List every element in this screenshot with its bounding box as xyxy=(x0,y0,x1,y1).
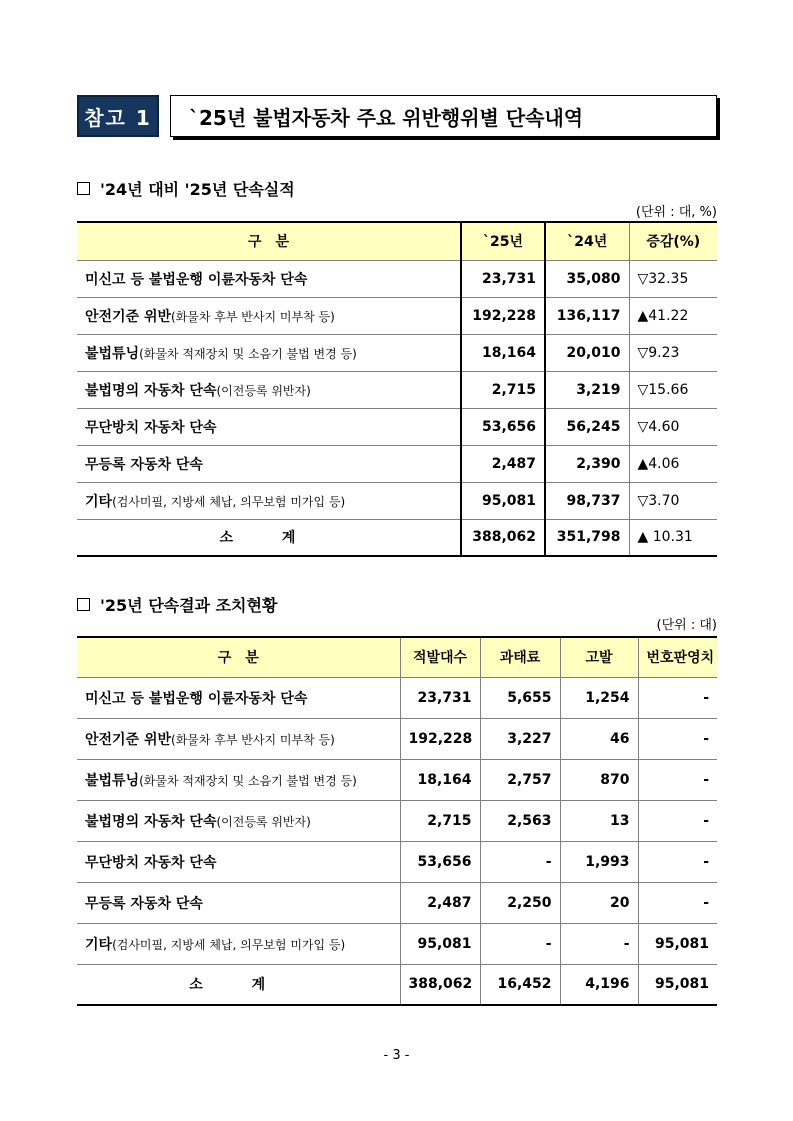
value-change: ▲4.06 xyxy=(629,445,717,482)
category-main: 불법명의 자동차 단속 xyxy=(85,382,217,399)
value-accusation: - xyxy=(560,923,638,964)
table-row xyxy=(77,445,717,482)
total-row xyxy=(77,519,717,556)
row-category xyxy=(77,677,400,718)
row-category xyxy=(77,882,400,923)
row-category xyxy=(77,297,461,334)
table-row xyxy=(77,923,717,964)
total-detected: 388,062 xyxy=(400,964,480,1005)
col-header-2024: `24년 xyxy=(545,222,629,260)
total-fine: 16,452 xyxy=(480,964,560,1005)
value-detected: 2,487 xyxy=(400,882,480,923)
value-accusation: 20 xyxy=(560,882,638,923)
value-2025: 18,164 xyxy=(461,334,545,371)
section1-title xyxy=(77,177,295,200)
row-category xyxy=(77,841,400,882)
table-row xyxy=(77,334,717,371)
category-main: 기타 xyxy=(85,493,113,510)
category-main: 불법명의 자동차 단속 xyxy=(85,813,217,830)
row-category xyxy=(77,371,461,408)
category-main: 미신고 등 불법운행 이륜자동차 단속 xyxy=(85,271,308,288)
col-header-category: 구 분 xyxy=(77,222,461,260)
category-note: (화물차 후부 반사지 미부착 등) xyxy=(171,309,335,324)
value-detected: 95,081 xyxy=(400,923,480,964)
value-detected: 2,715 xyxy=(400,800,480,841)
category-main: 불법튜닝 xyxy=(85,345,140,362)
category-note: (화물차 후부 반사지 미부착 등) xyxy=(171,732,335,747)
action-status-table xyxy=(77,636,717,1006)
value-2024: 3,219 xyxy=(545,371,629,408)
value-fine: - xyxy=(480,841,560,882)
value-plate-seizure: - xyxy=(638,677,717,718)
table-row xyxy=(77,371,717,408)
category-note: (화물차 적재장치 및 소음기 불법 변경 등) xyxy=(139,346,357,361)
value-plate-seizure: - xyxy=(638,841,717,882)
value-plate-seizure: - xyxy=(638,800,717,841)
value-change: ▽15.66 xyxy=(629,371,717,408)
value-change: ▽32.35 xyxy=(629,260,717,297)
value-plate-seizure: 95,081 xyxy=(638,923,717,964)
table-row xyxy=(77,260,717,297)
table-row xyxy=(77,759,717,800)
col-header-detected: 적발대수 xyxy=(400,637,480,677)
row-category xyxy=(77,334,461,371)
value-2025: 95,081 xyxy=(461,482,545,519)
total-plate-seizure: 95,081 xyxy=(638,964,717,1005)
category-note: (검사미필, 지방세 체납, 의무보험 미가입 등) xyxy=(112,494,346,509)
value-2024: 2,390 xyxy=(545,445,629,482)
value-fine: 2,563 xyxy=(480,800,560,841)
category-note: (이전등록 위반자) xyxy=(216,814,311,829)
value-2025: 2,487 xyxy=(461,445,545,482)
row-category xyxy=(77,718,400,759)
col-header-change: 증감(%) xyxy=(629,222,717,260)
total-accusation: 4,196 xyxy=(560,964,638,1005)
category-main: 안전기준 위반 xyxy=(85,308,172,325)
col-header-plate-seizure: 번호판영치 xyxy=(638,637,717,677)
col-header-accusation: 고발 xyxy=(560,637,638,677)
value-accusation: 46 xyxy=(560,718,638,759)
page-header xyxy=(77,95,717,137)
value-change: ▽9.23 xyxy=(629,334,717,371)
value-2024: 35,080 xyxy=(545,260,629,297)
total-label: 소 계 xyxy=(77,519,461,556)
category-main: 무단방치 자동차 단속 xyxy=(85,854,217,871)
value-detected: 23,731 xyxy=(400,677,480,718)
section1-title-text: '24년 대비 '25년 단속실적 xyxy=(100,180,295,199)
value-accusation: 1,254 xyxy=(560,677,638,718)
value-2024: 56,245 xyxy=(545,408,629,445)
document-title: `25년 불법자동차 주요 위반행위별 단속내역 xyxy=(170,95,717,137)
section1-unit: (단위 : 대, %) xyxy=(635,205,717,220)
category-main: 불법튜닝 xyxy=(85,772,140,789)
value-2024: 136,117 xyxy=(545,297,629,334)
table-row xyxy=(77,297,717,334)
table-header-row xyxy=(77,637,717,677)
value-2024: 20,010 xyxy=(545,334,629,371)
comparison-table xyxy=(77,221,717,557)
value-fine: - xyxy=(480,923,560,964)
value-fine: 5,655 xyxy=(480,677,560,718)
total-2024: 351,798 xyxy=(545,519,629,556)
row-category xyxy=(77,923,400,964)
value-accusation: 870 xyxy=(560,759,638,800)
total-label: 소 계 xyxy=(77,964,400,1005)
value-fine: 2,757 xyxy=(480,759,560,800)
col-header-category: 구 분 xyxy=(77,637,400,677)
category-note: (화물차 적재장치 및 소음기 불법 변경 등) xyxy=(139,773,357,788)
col-header-2025: `25년 xyxy=(461,222,545,260)
value-change: ▲41.22 xyxy=(629,297,717,334)
value-plate-seizure: - xyxy=(638,718,717,759)
category-main: 무단방치 자동차 단속 xyxy=(85,419,217,436)
checkbox-square-icon xyxy=(77,598,90,611)
category-note: (검사미필, 지방세 체납, 의무보험 미가입 등) xyxy=(112,937,346,952)
value-fine: 3,227 xyxy=(480,718,560,759)
table-row xyxy=(77,677,717,718)
row-category xyxy=(77,260,461,297)
value-fine: 2,250 xyxy=(480,882,560,923)
table-row xyxy=(77,718,717,759)
table-header-row xyxy=(77,222,717,260)
value-accusation: 1,993 xyxy=(560,841,638,882)
table-row xyxy=(77,800,717,841)
section2-unit: (단위 : 대) xyxy=(656,618,717,633)
value-2024: 98,737 xyxy=(545,482,629,519)
total-2025: 388,062 xyxy=(461,519,545,556)
value-change: ▽3.70 xyxy=(629,482,717,519)
table-row xyxy=(77,408,717,445)
section2-title xyxy=(77,593,277,616)
value-plate-seizure: - xyxy=(638,759,717,800)
value-accusation: 13 xyxy=(560,800,638,841)
row-category xyxy=(77,482,461,519)
category-note: (이전등록 위반자) xyxy=(216,383,311,398)
value-2025: 23,731 xyxy=(461,260,545,297)
col-header-fine: 과태료 xyxy=(480,637,560,677)
category-main: 미신고 등 불법운행 이륜자동차 단속 xyxy=(85,690,308,707)
value-detected: 53,656 xyxy=(400,841,480,882)
row-category xyxy=(77,445,461,482)
value-2025: 2,715 xyxy=(461,371,545,408)
checkbox-square-icon xyxy=(77,182,90,195)
category-main: 기타 xyxy=(85,936,113,953)
row-category xyxy=(77,800,400,841)
table-row xyxy=(77,482,717,519)
category-main: 무등록 자동차 단속 xyxy=(85,895,203,912)
value-detected: 18,164 xyxy=(400,759,480,800)
table-row xyxy=(77,882,717,923)
total-change: ▲ 10.31 xyxy=(629,519,717,556)
row-category xyxy=(77,408,461,445)
category-main: 무등록 자동차 단속 xyxy=(85,456,203,473)
total-row xyxy=(77,964,717,1005)
value-plate-seizure: - xyxy=(638,882,717,923)
value-2025: 192,228 xyxy=(461,297,545,334)
value-2025: 53,656 xyxy=(461,408,545,445)
value-change: ▽4.60 xyxy=(629,408,717,445)
row-category xyxy=(77,759,400,800)
table-row xyxy=(77,841,717,882)
section2-title-text: '25년 단속결과 조치현황 xyxy=(100,596,278,615)
category-main: 안전기준 위반 xyxy=(85,731,172,748)
page-number: - 3 - xyxy=(383,1048,410,1063)
value-detected: 192,228 xyxy=(400,718,480,759)
reference-badge: 참고 1 xyxy=(77,95,159,137)
